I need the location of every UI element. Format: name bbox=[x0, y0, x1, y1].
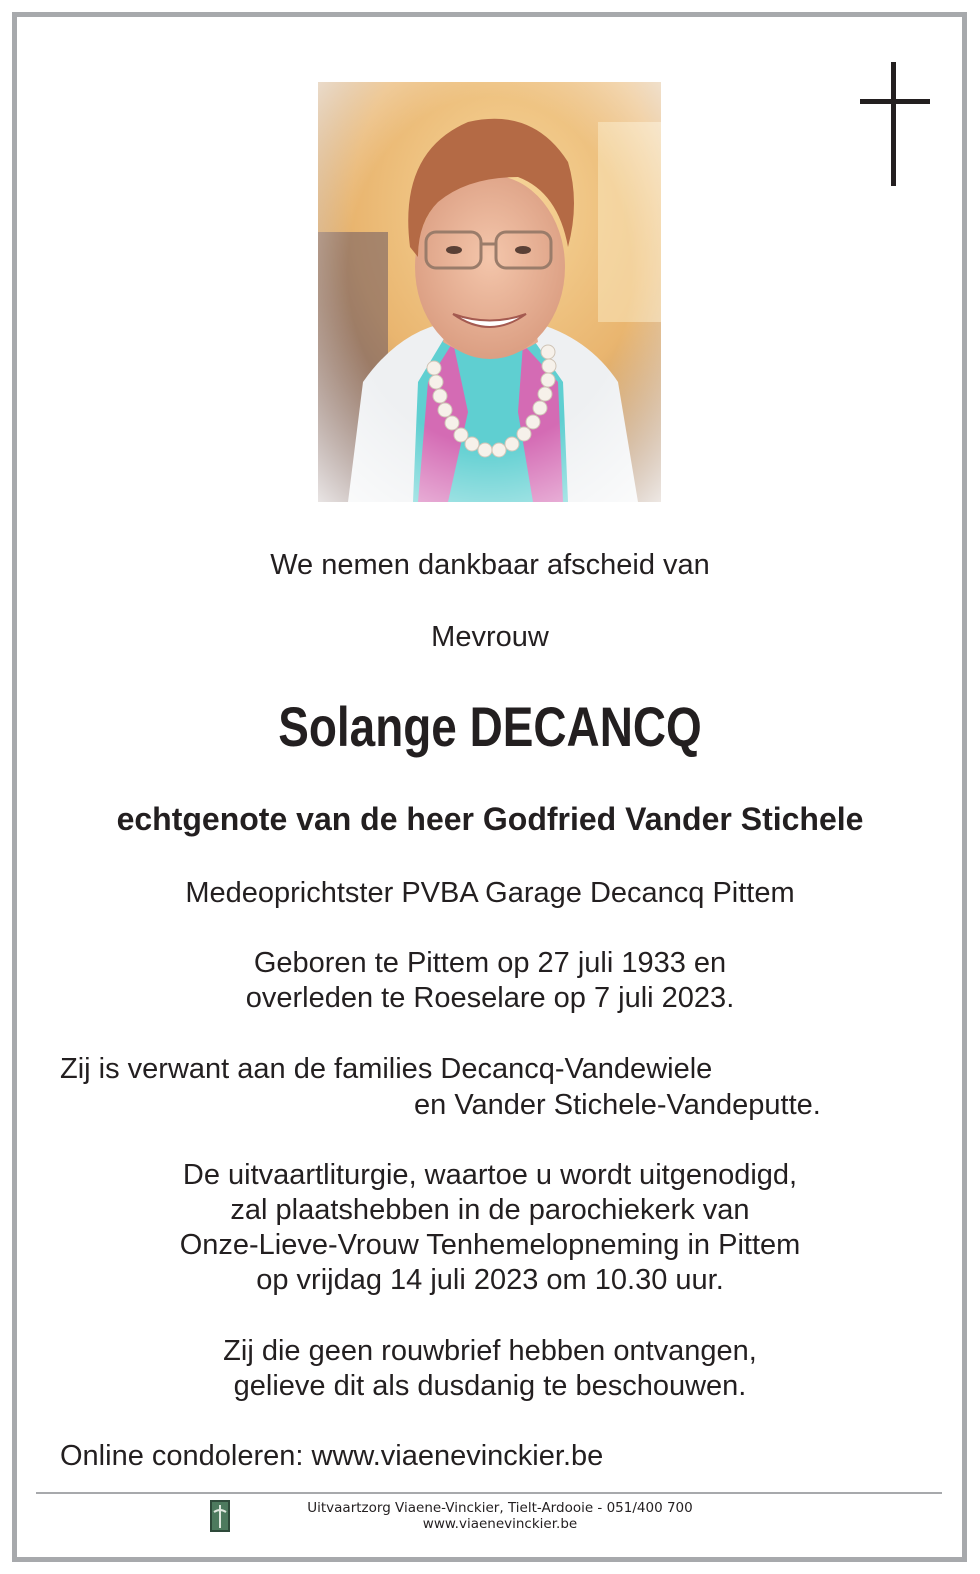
intro-text: We nemen dankbaar afscheid van bbox=[270, 549, 710, 581]
role-line: Medeoprichtster PVBA Garage Decancq Pittem bbox=[185, 877, 795, 909]
family-line-2: en Vander Stichele-Vandeputte. bbox=[414, 1089, 821, 1121]
portrait-photo bbox=[318, 82, 661, 502]
footer-website: www.viaenevinckier.be bbox=[422, 1516, 578, 1532]
online-condolence: Online condoleren: www.viaenevinckier.be bbox=[60, 1440, 604, 1472]
honorific: Mevrouw bbox=[431, 621, 549, 653]
notice-line-2: gelieve dit als dusdanig te beschouwen. bbox=[233, 1370, 747, 1402]
notice-line-1: Zij die geen rouwbrief hebben ontvangen, bbox=[223, 1335, 757, 1367]
deceased-name: Solange DECANCQ bbox=[278, 695, 702, 758]
cross-icon bbox=[860, 62, 930, 186]
liturgy-line-4: op vrijdag 14 juli 2023 om 10.30 uur. bbox=[256, 1264, 724, 1296]
liturgy-line-1: De uitvaartliturgie, waartoe u wordt uitgenodigd, bbox=[182, 1159, 798, 1191]
liturgy-line-3: Onze-Lieve-Vrouw Tenhemelopneming in Pittem bbox=[179, 1229, 801, 1261]
death-line: overleden te Roeselare op 7 juli 2023. bbox=[245, 982, 735, 1014]
spouse-line: echtgenote van de heer Godfried Vander Stichele bbox=[116, 801, 864, 837]
birth-line: Geboren te Pittem op 27 juli 1933 en bbox=[253, 947, 727, 979]
footer-company: Uitvaartzorg Viaene-Vinckier, Tielt-Ardooie - 051/400 700 bbox=[307, 1500, 693, 1516]
footer-divider bbox=[36, 1492, 942, 1494]
liturgy-line-2: zal plaatshebben in de parochiekerk van bbox=[230, 1194, 750, 1226]
family-line-1: Zij is verwant aan de families Decancq-Vandewiele bbox=[60, 1053, 713, 1085]
